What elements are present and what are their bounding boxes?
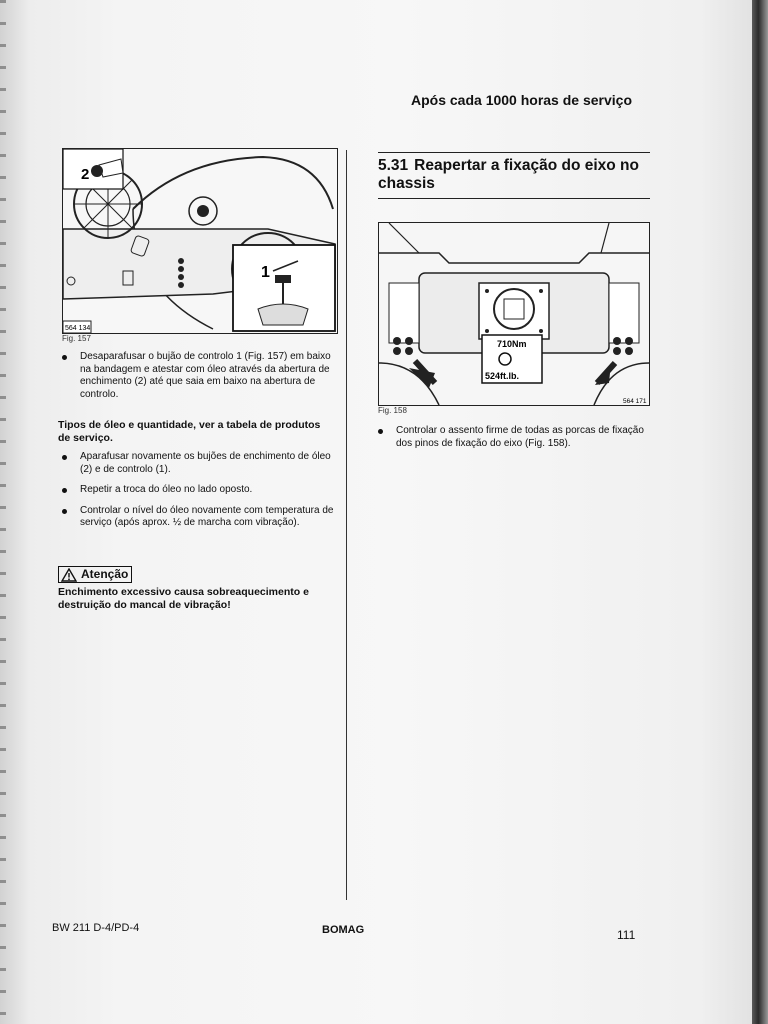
callout-1: 1 [261,264,270,281]
page-number: 111 [617,928,636,942]
list-item: Desaparafusar o bujão de controlo 1 (Fig. 157) em baixo na bandagem e atestar com óleo através da abertura de enchimento (2) até que saia em baixo na abertura de controlo. [58,351,340,401]
section-title-text: Reapertar a fixação do eixo no chassis [378,157,639,192]
footer-brand: BOMAG [322,924,365,936]
torque-nm: 710Nm [497,339,527,349]
figure-157-caption: Fig. 157 [62,334,91,343]
right-bullets [374,425,650,458]
list-item: Repetir a troca do óleo no lado oposto. [58,484,340,497]
list-item: Aparafusar novamente os bujões de enchimento de óleo (2) e de controlo (1). [58,451,340,476]
binding-holes [0,0,6,1024]
page-header: Após cada 1000 horas de serviço [411,92,632,108]
figure-158 [378,222,650,406]
warning-triangle-icon [61,568,77,582]
warning-text: Enchimento excessivo causa sobreaquecimento e destruição do mancal de vibração! [58,586,309,611]
callout-2: 2 [81,166,90,183]
book-spine [752,0,768,1024]
column-divider [346,150,347,900]
section-title [378,152,650,199]
figure-158-caption: Fig. 158 [378,406,407,415]
figure-157-tag: 564 134 [65,325,91,332]
oil-type-note: Tipos de óleo e quantidade, ver a tabela de produtos de serviço. [58,419,321,444]
section-number: 5.31 [378,157,409,174]
figure-158-tag: 564 171 [623,398,647,405]
axle-mount-illustration [379,223,649,405]
footer-model: BW 211 D-4/PD-4 [52,922,140,934]
figure-157 [62,148,338,334]
warning-label-box [58,566,132,583]
list-item: Controlar o nível do óleo novamente com temperatura de serviço (após aprox. ½ de marcha com vibração). [58,505,340,530]
left-bullets-1 [58,351,340,409]
torque-ftlb: 524ft.lb. [485,371,520,381]
left-bullets-2 [58,451,340,538]
warning-label: Atenção [81,567,129,581]
list-item: Controlar o assento firme de todas as porcas de fixação dos pinos de fixação do eixo (Fig. 158). [374,425,650,450]
drum-oil-illustration [63,149,337,333]
